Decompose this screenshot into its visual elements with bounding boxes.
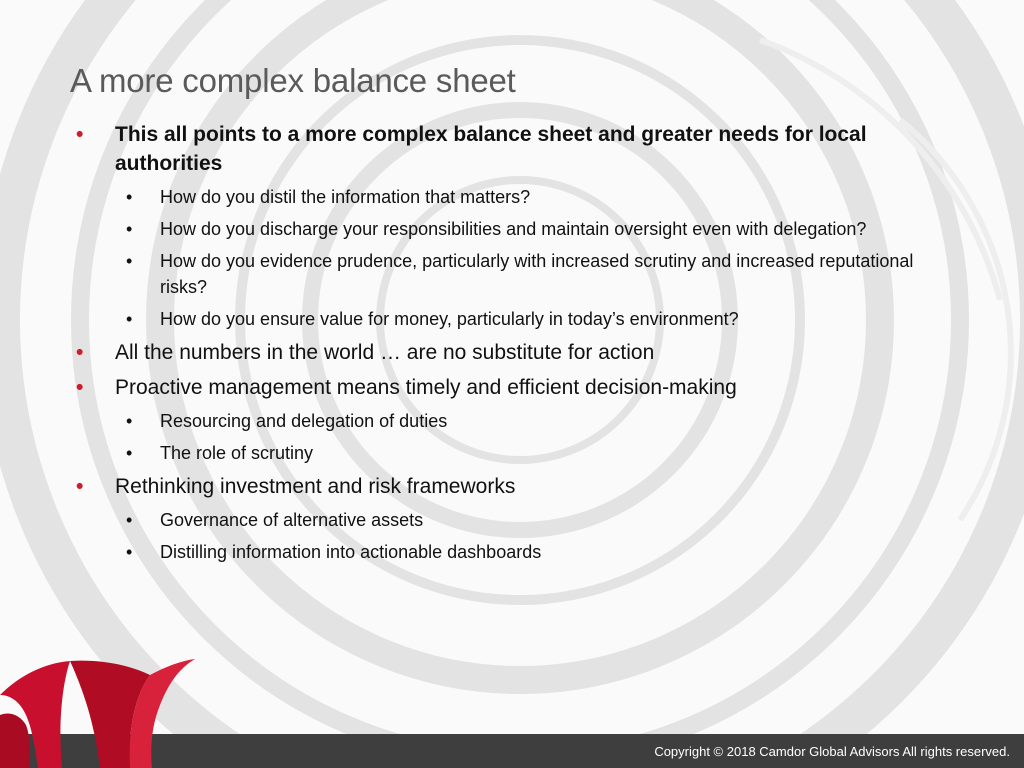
bullet-dot: • <box>76 341 84 364</box>
sub-bullet-dot: • <box>126 542 133 562</box>
sub-bullet-dot: • <box>126 251 133 271</box>
sub-bullet-dot: • <box>126 219 133 239</box>
bullet-list <box>76 120 956 571</box>
sub-bullet-item <box>76 539 956 565</box>
sub-bullet-item <box>76 216 956 242</box>
slide-title: A more complex balance sheet <box>70 62 516 99</box>
bullet-text: Rethinking investment and risk frameworks <box>115 475 516 498</box>
bullet-item <box>76 373 956 402</box>
camdor-logo-icon <box>0 655 200 768</box>
sub-bullet-dot: • <box>126 510 133 530</box>
bullet-text: Proactive management means timely and efficient decision-making <box>115 376 737 399</box>
sub-bullet-item <box>76 440 956 466</box>
sub-bullet-text: How do you discharge your responsibilities and maintain oversight even with delegation? <box>160 219 867 239</box>
bullet-item <box>76 120 956 178</box>
sub-bullet-dot: • <box>126 443 133 463</box>
sub-bullet-text: How do you distil the information that matters? <box>160 187 531 207</box>
bullet-item <box>76 338 956 367</box>
sub-bullet-dot: • <box>126 309 133 329</box>
sub-bullet-dot: • <box>126 187 133 207</box>
bullet-dot: • <box>76 123 84 146</box>
bullet-text: This all points to a more complex balance sheet and greater needs for local authorities <box>115 123 867 175</box>
bullet-dot: • <box>76 475 84 498</box>
sub-bullet-item <box>76 306 956 332</box>
sub-bullet-item <box>76 184 956 210</box>
sub-bullet-text: How do you evidence prudence, particularly with increased scrutiny and increased reputational risks? <box>160 251 914 297</box>
sub-bullet-text: How do you ensure value for money, particularly in today’s environment? <box>160 309 739 329</box>
sub-bullet-text: Governance of alternative assets <box>160 510 424 530</box>
sub-bullet-item <box>76 408 956 434</box>
bullet-dot: • <box>76 376 84 399</box>
sub-bullet-text: Distilling information into actionable dashboards <box>160 542 542 562</box>
sub-bullet-text: Resourcing and delegation of duties <box>160 411 448 431</box>
sub-bullet-dot: • <box>126 411 133 431</box>
sub-bullet-text: The role of scrutiny <box>160 443 314 463</box>
sub-bullet-item <box>76 507 956 533</box>
bullet-item <box>76 472 956 501</box>
bullet-text: All the numbers in the world … are no substitute for action <box>115 341 655 364</box>
copyright-text: Copyright © 2018 Camdor Global Advisors All rights reserved. <box>654 744 1010 759</box>
sub-bullet-item <box>76 248 956 300</box>
